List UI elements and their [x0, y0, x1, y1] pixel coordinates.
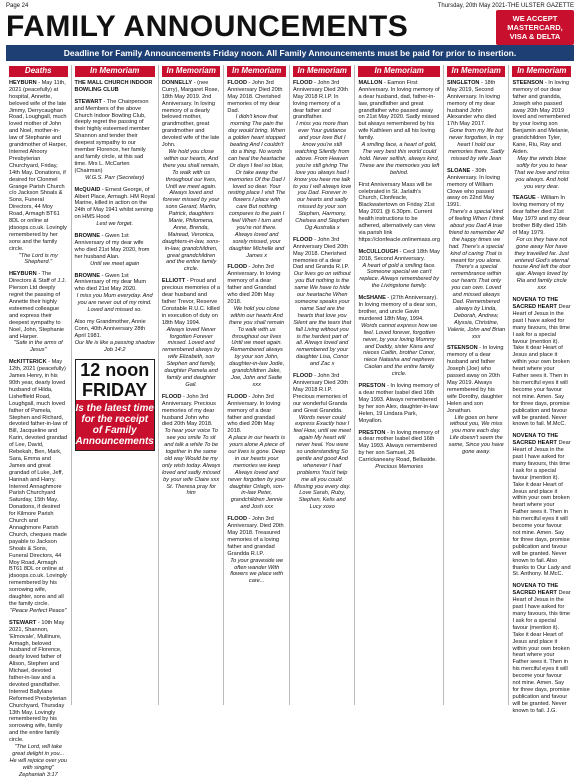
- notice-name: FLOOD: [227, 79, 247, 86]
- notice: [358, 80, 439, 177]
- notice-verse: To your graveside we often wander With flowers we place with care...: [230, 557, 284, 585]
- notice-name: NOVENA TO THE SACRED HEART: [512, 583, 559, 597]
- notice-verse: Precious Memories: [375, 464, 424, 471]
- notice: [9, 620, 68, 779]
- issue-date: Thursday, 20th May 2021-THE ULSTER GAZETTE: [437, 3, 574, 9]
- columns: [6, 65, 574, 778]
- notice-name: FLOOD: [292, 236, 313, 243]
- notice-verse: Life goes on here without you, We miss you more each day. Life doesn't seem the same, Since you have gone away.: [448, 414, 504, 456]
- column-3: [159, 65, 225, 705]
- notice-body: - Ernest George, of Albert Place, Armagh. HM Royal Marine, killed in action on the 24th of May 1941 whilst serving on HMS Hood: [74, 186, 155, 221]
- notice-verse: A smiling face, a heart of gold, The very best this world could hold. Never selfish, always kind, These are the memories you left behind.: [359, 142, 440, 176]
- notice-name: ELLIOTT: [161, 278, 186, 285]
- notice-body: - In loving memory of a dear husband and father Joseph (Joe) who passed away on 20th May 2019. Always remembered by his wife Dorothy, daughter Helen and son Jonathan.: [446, 345, 504, 414]
- notice: [162, 394, 221, 498]
- notice-name: FLOOD: [227, 516, 247, 523]
- col6-list: [358, 80, 439, 471]
- notice-name: STEWART: [74, 98, 102, 105]
- notice-body: First Anniversary Mass will be celebrated in St. Jarlath's Church, Clonfeacle, Blackwatertown on Friday 21st May 2021 @ 6.30pm. Current health instructions to be adhered, alternatively can view via parish link https://clonfeacle.onlinemass.org: [358, 181, 440, 243]
- notice-verse: Our lives go on without you But nothing is the same We have to hide our heartache When someone speaks your name Sad are the hearts that love you Silent are the tears that fall Living without you is the hardest part of all. Always loved and remembered by your daughter Lisa, Conor and Zac x: [293, 271, 352, 368]
- notice-name: THE MALL CHURCH INDOOR BOWLING CLUB: [74, 79, 153, 93]
- notice-name: McSHANE: [358, 295, 386, 302]
- column-5: [290, 65, 356, 705]
- notice-verse: I didn't know that morning The pain the day would bring. When a golden heart stopped beating And I couldn't do a thing. No words can heal the heartache Or days I feel so blue, Or take away the memories Of the Dad I loved so dear. Your resting place I visit The flowers I place with care But nothing compares to the pain I feel When I turn and you're not there. Always loved and sorely missed, your daughter Michelle and James x: [228, 114, 286, 259]
- notice-body: - John 3rd Anniversary. In loving memory of a dear father and Grandad who died 20th May 2018.: [227, 264, 281, 305]
- notice: [512, 80, 571, 191]
- notice: [9, 271, 68, 354]
- col3-list: [162, 80, 221, 497]
- payment-badge: WE ACCEPT MASTERCARD, VISA & DELTA: [496, 10, 574, 45]
- notice-verse: There's a special kind of feeling When I think about you Dad A true friend to remember All the happy times we had. There's a special kind of caring That is meant for you alone. There's a special remembrance within our hearts That only you can own. Loved and missed always Dad. Remembered always by Linda, Deborah, Andrew, Alyssia, Christine, Valerie, John and Brian xxx: [447, 209, 506, 340]
- notice-verse: A place in our hearts is yours alone A piece of our lives is gone. Deep in our hearts your memories we keep Always loved and never forgotten by your daughter Orlagh, son-in-law Peter, grandchildren Jennie and Josh xxx: [227, 435, 286, 511]
- notice-body: - (27th Anniversary). In loving memory of a dear son, brother, and uncle Gavin murdered 18th May, 1994.: [358, 295, 438, 322]
- notice-verse: I miss you Mum everyday. And you are never out of my mind. Loved and missed so.: [76, 293, 153, 314]
- notice: [512, 583, 571, 714]
- notice-body: - John 3rd Anniversary. In loving memory of a dear father and grandad who died 20th May 2018.: [227, 393, 281, 435]
- column-1: [6, 65, 72, 778]
- notice-body: - John 3rd Anniversary Died 20th May 2018. Cherished memories of my dear Dad.: [227, 79, 283, 114]
- notice-body: - Cecil 18th May 2018, Second Anniversary.: [358, 248, 440, 262]
- notice-body: - John 3rd Anniversary Died 20th May 2018 R.I.P. Precious memories of our wonderful Granda and Great Grandda.: [292, 373, 348, 414]
- deadline-banner: Deadline for Family Announcements Friday noon. All Family Announcements must be paid for prior to insertion.: [6, 45, 574, 61]
- col1-list: [9, 80, 68, 779]
- notice-verse: Our life is like a passing shadow Job 14:2: [74, 339, 155, 353]
- notice: [512, 433, 571, 578]
- notice-body: - John 3rd Anniversary. Died 20th May 2018. Treasured memories of a loving father and grandad Grandda R.I.P.: [227, 516, 284, 557]
- notice-verse: We hold you close within our hearts And there you shall remain To walk with us throughout our lives Until we meet again. Remembered always by your son John, daughter-in-law Jodie, grandchildren Jake, Joe, John and Sadie xxx: [229, 305, 285, 388]
- notice: [293, 80, 352, 232]
- notice-name: McQUAID: [74, 186, 101, 193]
- col4-list: [227, 80, 286, 585]
- notice-name: STEWART: [9, 619, 37, 626]
- notice-name: SLOANE: [446, 167, 471, 174]
- notice: [358, 249, 439, 290]
- notice: [227, 264, 286, 388]
- notice-body: - The Directors & Staff of J.J. Pierson Ltd deeply regret the passing of Annette their highly esteemed colleague and express their deepest sympathy to Noel, John, Stephanie and Harper.: [9, 271, 67, 340]
- notice: [293, 237, 352, 368]
- notice-verse: Words cannot express how we feel. Loved forever, forgotten never, by your loving Mummy and Daddy, sister Kiera and nieces Caitlin, brother Conor, niece Natasha and nephews Caolan and the entire family circle.: [361, 322, 438, 378]
- notice-verse: "The Lord, will take great delight in you... He will rejoice over you with singing" Zephaniah 3:17: [9, 744, 68, 778]
- notice-name: STEENSON: [512, 79, 544, 86]
- section-header-in-memoriam-6: In Memoriam: [358, 66, 439, 77]
- notice-verse: May the winds blow softly for you to hear That we love and miss you always. And hold you very dear.: [513, 155, 570, 190]
- page-title: FAMILY ANNOUNCEMENTS: [6, 10, 409, 43]
- notice-verse: To hear your voice To see you smile To sit and talk a while To be together in the same old way Would be my only wish today. Always loved and sadly missed by your wife Claire xxx St. Theresa pray for him: [161, 428, 221, 497]
- notice-verse: We hold you close within our hearts, And there you shall remain, To walk with us throughout our lives, Until we meet again. Always loved and forever missed by your sons Gerard, Martin, Patrick, daughters Marie, Philomena, Anne, Brenda, Mairead, Veronica, daughters-in-law, sons-in-law, grandchildren, great grandchildren and the entire family circle.: [162, 148, 221, 273]
- notice: [75, 187, 155, 228]
- col7-list: [447, 80, 506, 456]
- notice-name: FLOOD: [292, 373, 313, 380]
- notice: [75, 233, 155, 268]
- notice-body: - In loving memory of our dear father and grandda, Joseph who passed away 20th May 2019 loved and remembered by your loving son Benjamin and Melanie, grandchildren Tyler, Kane, Riu, Ray and Aiden.: [512, 79, 570, 155]
- notice-body: - Gwen 1st Anniversary of my dear wife who died 21st May 2020, from her husband Alan.: [74, 233, 150, 260]
- notice-verse: A heart of gold a smiling face. Someone special we can't replace. Always remembered by the Livingstone family.: [359, 262, 440, 290]
- notice-body: - May 12th, 2021 (peacefully) James Henry, in his 90th year, dearly loved husband of Hilda, Lisheffield Road, Loughgall, much loved father of Pamela, Stephen and Richard, devoted father-in-law of Bill, Jacqueline and Karin, devoted grandad of Lee, David, Rebekah, Ben, Mark, Sara, Emma and James and great grandad of Luke, Jeff, Hannah and Harry. Interred Annaghmore Parish Churchyard Saturday, 15th May. Donations, if desired for Kilmore Parish Church and Annaghmore Parish Church, cheques made payable to Jackson Shoals & Sons, Funeral Directors, 44 Moy Road, Armagh BT61 8DL or online at jdsoops.co.uk. Lovingly remembered by his sorrowing wife, daughter, sons and all the family circle.: [9, 359, 68, 607]
- notice: [512, 195, 571, 292]
- column-7: [444, 65, 510, 705]
- notice-body: Dear Heart of Jesus in the past I have asked for many favours, this time I ask for a special favour (mention it). Take it dear Heart of Jesus and place it within your own broken heart where your Father sees it. Then in his merciful eyes it will become your favour not mine. Amen. Say for three days, promise publication and favour will be granted. Never known to fail. J.G.: [512, 590, 571, 714]
- notice-body: - John 3rd Anniversary. Precious memories of my dear husband John who died 20th May 2018.: [161, 393, 216, 428]
- notice-name: NOVENA TO THE SACRED HEART: [512, 433, 559, 447]
- notice: [447, 80, 506, 163]
- notice: [227, 394, 286, 511]
- notice-name: MALLON: [358, 79, 383, 86]
- notice-body: - John 3rd Anniversary Died 20th May 2018. Cherished memories of a dear Dad and Granda R.I.P.: [292, 236, 350, 271]
- notice-name: FLOOD: [161, 393, 182, 400]
- notice-verse: Always loved Never forgotten Forever missed. Loved and remembered always by wife Elizabeth, son Stephen and family, daughter Pamela and family and daughter Gail.: [162, 326, 221, 388]
- notice-name: PRESTON: [358, 429, 386, 436]
- notice-body: - In loving memory of a dear mother Isabel died 16th May 1993. Always remembered by her son Alex, daughter-in-law Helen, 19 Lindara Park, Moyallon.: [358, 383, 440, 424]
- notice-name: TEAGUE: [512, 195, 536, 202]
- notice: [512, 297, 571, 428]
- notice-body: - 30th Anniversary. In loving memory of William Clowe who passed away on 22nd May 1991.: [446, 167, 500, 209]
- notice: [358, 430, 439, 471]
- col2-list: [75, 80, 155, 354]
- notice-name: McKITTERICK: [9, 359, 47, 366]
- notice-name: DONNELLY: [161, 79, 193, 86]
- notice-name: SINGLETON: [446, 79, 480, 86]
- section-header-in-memoriam-7: In Memoriam: [447, 66, 506, 77]
- section-header-in-memoriam-4: In Memoriam: [227, 66, 286, 77]
- notice-body: - May 11th, 2021 (peacefully) at hospital, Annette, beloved wife of the late Jimmy, Derrycaughan Road, Loughgall, much loved mother of John and Noel, mother-in-law of Stephanie and grandmother of Harper, Interred Ahoory Presbyterian Churchyard, Friday, 14th May. Donations, if desired for Clonmel Grange Parish Church c/o Jackson Shoals & Sons, Funeral Directors, 44 Moy Road, Armagh BT61 8DL or online at jdsoops.co.uk. Lovingly remembered by her sons and the family circle.: [9, 79, 67, 252]
- section-header-in-memoriam-3: In Memoriam: [162, 66, 221, 77]
- notice-body: - In loving memory of a dear mother Isabel died 16th May 1993. Always remembered by her son Samuel, 26 Carrickaneany Road, Bellaside.: [358, 429, 440, 464]
- notice: [358, 182, 439, 244]
- notice-body: - Eamon First Anniversary. In loving memory of a dear husband, dad, father-in-law, grandfather and great grandfather who passed away on 21st May 2020. Sadly missed but always remembered by his wife Kathleen and all his loving family.: [358, 79, 440, 142]
- notice-verse: I miss you more than ever Your guidance and your love But I know you're still watching Silently from above. From Heaven you're still giving The love you always had I know you hear me talk to you I will always love you Dad. Forever in our hearts and sadly missed by your son Stephen, Harmony, Chelsea and Stephen Og Australia x: [293, 121, 352, 231]
- notice-name: FLOOD: [227, 264, 247, 271]
- friday-small: Is the latest time for the receipt of Family Announcements: [76, 400, 154, 450]
- notice-name: FLOOD: [292, 79, 313, 86]
- notice-name: FLOOD: [227, 393, 247, 400]
- friday-big-1: 12 noon: [80, 359, 150, 380]
- section-header-in-memoriam-8: In Memoriam: [512, 66, 571, 77]
- notice: [162, 80, 221, 273]
- notice: [293, 373, 352, 511]
- notice-name: BROWNE: [74, 272, 101, 279]
- notice-name: NOVENA TO THE SACRED HEART: [512, 297, 559, 310]
- friday-box: [75, 359, 155, 451]
- notice-body: - 10th May 2021, Shannon, 'Elmovale', Mullinure, Armagh, beloved husband of Florence, dearly loved father of Alison, Stephen and Michael, devoted father-in-law and a devoted grandfather. Interred Ballylane Reformed Presbyterian Churchyard, Thursday 13th May. Lovingly remembered by his sorrowing wife, family and the entire family circle.: [9, 619, 67, 744]
- notice: [9, 80, 68, 266]
- notice-body: Dear Heart of Jesus in the past I have asked for many favours, this time I ask for a special favour (mention it). Take it dear Heart of Jesus and place it within your own broken heart where your Father sees it. Then in his merciful eyes it will become your favour not mine. Amen. Say for three days, promise publication and favour will be granted. Never known to fail. Also thanks to Our Lady and St. Anthony. M.McC.: [512, 440, 571, 578]
- notice: [75, 80, 155, 94]
- notice-verse: "Peace Perfect Peace": [10, 607, 67, 614]
- notice-body: - Proud and precious memories of a dear husband and father Trevor, Reserve Constable R.U.C. killed in execution of duty on 18th May 1994.: [161, 278, 221, 326]
- friday-big-2: FRIDAY: [82, 379, 148, 400]
- notice: [9, 359, 68, 615]
- notice: [227, 516, 286, 585]
- notice-body: - John 3rd Anniversary Died 20th May 2018 R.I.P. In loving memory of a dear father and grandfather.: [292, 79, 348, 121]
- page-number: Page 24: [6, 3, 29, 9]
- notice-body: - Gwen 1st Anniversary of my dear Mum who died 21st May 2020.: [74, 272, 147, 293]
- column-6: [355, 65, 443, 705]
- notice: [447, 345, 506, 456]
- col5-list: [293, 80, 352, 511]
- notice: [162, 278, 221, 389]
- notice-body: Also my Grandmother, Annie Conn, 40th Anniversary 28th April 1981.: [74, 319, 146, 339]
- notice: [358, 383, 439, 424]
- notice-body: - William In loving memory of my dear father died 21st May 1979 and my dear brother Billy died 15th of May 1979.: [512, 195, 570, 236]
- notice-name: PRESTON: [358, 383, 386, 390]
- notice-name: BROWNE: [74, 233, 101, 240]
- notice-verse: Until we meet again: [90, 260, 140, 267]
- notice: [227, 80, 286, 260]
- notice: [358, 295, 439, 378]
- notice: [75, 319, 155, 354]
- notice-name: McCULLOUGH: [358, 248, 398, 255]
- notice-name: HEYBURN: [9, 271, 37, 278]
- section-header-in-memoriam: In Memoriam: [75, 66, 155, 77]
- masthead: [6, 10, 574, 44]
- section-header-in-memoriam-5: In Memoriam: [293, 66, 352, 77]
- notice-verse: "The Lord is my Shepherd.": [18, 252, 58, 266]
- column-8: [509, 65, 574, 714]
- column-2: [72, 65, 159, 705]
- notice-name: HEYBURN: [9, 79, 37, 86]
- section-header-deaths: Deaths: [9, 66, 68, 77]
- notice-body: - The Chairperson and Members of the above Church Indoor Bowling Club, deeply regret the passing of their highly esteemed member Shannon and tender their deepest sympathy to our member Florence, her family and family circle, at this sad time. Mrs L. McCarten (Chairman): [74, 98, 150, 174]
- notice-verse: For us they have not gone away Nor have they travelled far. Just entered God's eternal house And left the door ajar. Always loved by Ria and family circle xxx: [512, 236, 571, 292]
- col8-list: [512, 80, 571, 715]
- notice-name: STEENSON: [446, 345, 478, 352]
- notice: [75, 273, 155, 314]
- notice-verse: Lest we forget.: [96, 221, 134, 228]
- notice-body: Dear Heart of Jesus in the past I have asked for many favours, this time I ask for a special favour (mention it). Take it dear Heart of Jesus and place it within your own broken heart where your Father sees it. Then in his merciful eyes it will become your favour not mine. Amen. Say for three days, promise publication and favour will be granted. Never known to fail. M.McC.: [512, 304, 571, 428]
- page-header: [0, 0, 580, 10]
- notice-verse: "Safe in the arms of Jesus": [13, 340, 63, 354]
- notice-body: - 18th May 2019, Second Anniversary. In loving memory of my dear husband John Alexander who died 17th May 2017.: [446, 79, 500, 128]
- column-4: [224, 65, 290, 705]
- notice-verse: Words never could express Exactly how I feel How, until we meet again My heart will never heal. You were so understanding So gentle and good And whenever I had problems You'd help me all you could. Missing you every day. Love Sarah, Ruby, Stephen, Kelis and Lucy xoxo: [293, 414, 351, 511]
- notice: [447, 168, 506, 341]
- notice-body: - (nee Curry), Margaret Rose, 18th May 2019. 2nd Anniversary. In loving memory of a dearly beloved mother, grandmother, great grandmother and devoted wife of the late John.: [161, 79, 220, 149]
- notice: [75, 99, 155, 182]
- notice-verse: W.G.S. Parr (Secretary): [85, 174, 145, 181]
- notice-verse: Gone from my life but never forgotten, In my heart I hold our memories there. Sadly missed by wife Jean: [448, 128, 505, 162]
